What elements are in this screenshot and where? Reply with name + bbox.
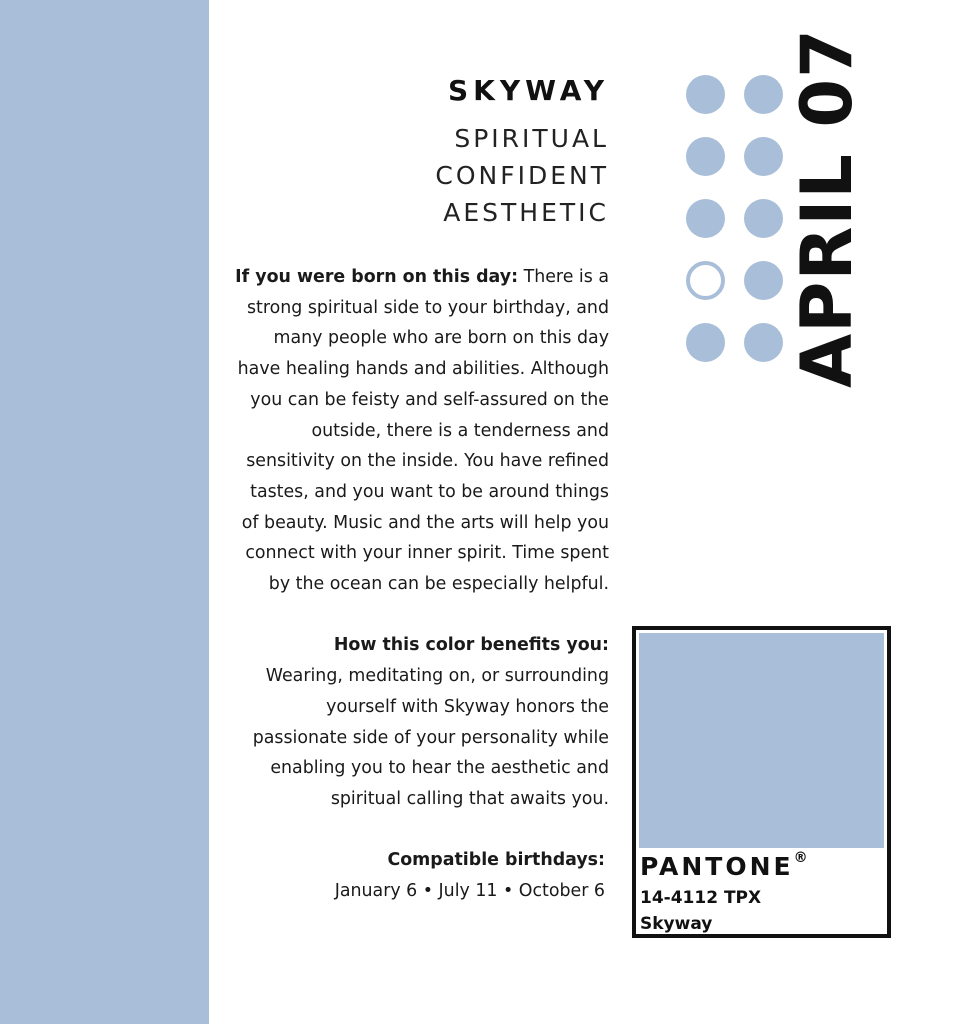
pantone-swatch-card [632,626,891,938]
trait-1: SPIRITUAL [454,124,609,153]
pantone-color-name: Skyway [640,914,713,934]
dot [744,323,783,362]
description-block [229,262,609,907]
color-name-title: SKYWAY [447,74,609,107]
dot [744,199,783,238]
open-dot [686,261,725,300]
dot [744,75,783,114]
trait-3: AESTHETIC [443,198,609,227]
trait-2: CONFIDENT [435,161,609,190]
pantone-brand-text: PANTONE [640,852,794,881]
born-heading: If you were born on this day: [235,267,519,287]
dot [744,261,783,300]
born-paragraph [229,262,609,600]
dot [686,75,725,114]
date-label: APRIL 07 [786,28,868,388]
dot [686,137,725,176]
dot [686,323,725,362]
compatible-heading: Compatible birthdays: [387,850,605,871]
dot-grid [686,75,786,365]
registered-mark: ® [793,850,808,866]
dot [686,199,725,238]
traits-list [435,120,609,231]
pantone-brand [640,852,808,881]
born-text: There is a strong spiritual side to your birthday, and many people who are born on this day have healing hands and abilities. Although you can be feisty and self-assured on the outside, there is a tenderness and sensitivity on the inside. You have refined tastes, and you want to be around things of beauty. Music and the arts will help you connect with your inner spirit. Time spent by the ocean can be especially helpful. [237,267,609,595]
benefit-text: Wearing, meditating on, or surrounding yourself with Skyway honors the passionate side of your personality while enabling you to hear the aesthetic and spiritual calling that awaits you. [252,666,609,809]
dot [744,137,783,176]
pantone-code: 14-4112 TPX [640,888,762,908]
benefit-heading: How this color benefits you: [333,635,609,656]
left-color-band [0,0,209,1024]
color-swatch [639,633,884,848]
compatible-dates: January 6 • July 11 • October 6 [334,881,605,902]
